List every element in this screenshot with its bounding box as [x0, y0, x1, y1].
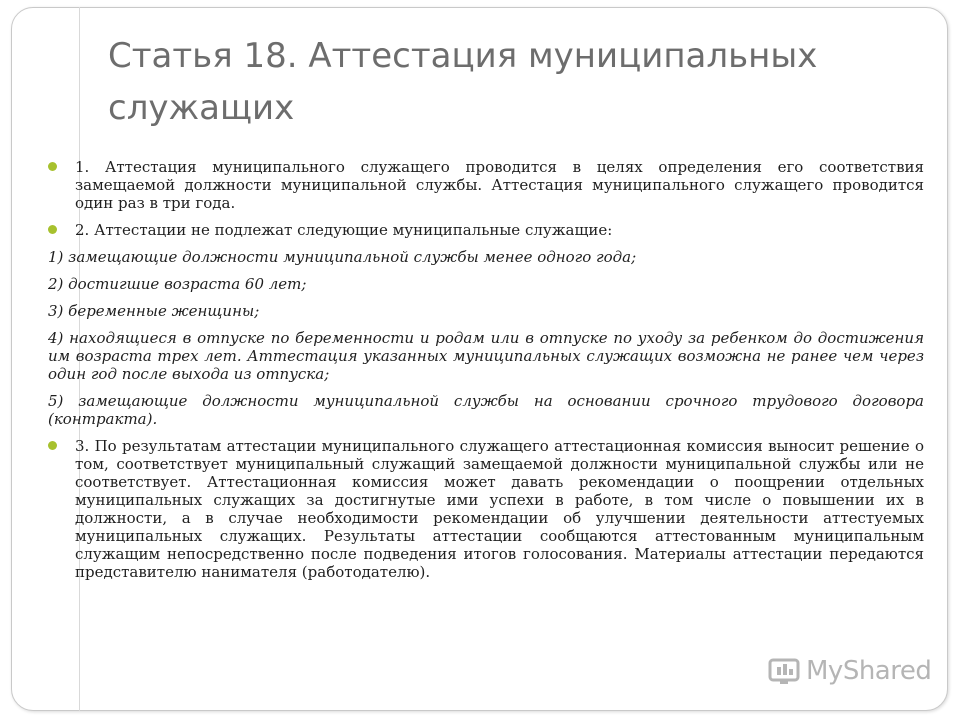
slide-content	[48, 158, 924, 590]
exemption-item-2: 2) достигшие возраста 60 лет;	[48, 275, 307, 293]
slide-title: Статья 18. Аттестация муниципальных служащих	[108, 36, 818, 128]
paragraph-2-text: 2. Аттестации не подлежат следующие муниципальные служащие:	[75, 221, 613, 239]
paragraph-1-text: 1. Аттестация муниципального служащего проводится в целях определения его соответствия замещаемой должности муниципальной службы. Аттестация муниципального служащего проводится один раз в три года.	[75, 158, 924, 212]
bullet-icon	[48, 441, 57, 450]
watermark-text: MyShared	[806, 656, 932, 686]
myshared-logo-icon	[768, 656, 802, 686]
paragraph-2	[48, 221, 924, 239]
exemption-item-3: 3) беременные женщины;	[48, 302, 260, 320]
paragraph-3	[48, 437, 924, 581]
bullet-icon	[48, 162, 57, 171]
watermark	[768, 656, 931, 686]
exemption-item-1: 1) замещающие должности муниципальной службы менее одного года;	[48, 248, 637, 266]
paragraph-1	[48, 158, 924, 212]
exemption-item-4: 4) находящиеся в отпуске по беременности и родам или в отпуске по уходу за ребенком до достижения им возраста трех лет. Аттестация указанных муниципальных служащих возможна не ранее чем через один год после выхода из отпуска;	[48, 329, 924, 383]
exemption-item-5: 5) замещающие должности муниципальной службы на основании срочного трудового договора (контракта).	[48, 392, 924, 428]
paragraph-3-text: 3. По результатам аттестации муниципального служащего аттестационная комиссия выносит решение о том, соответствует муниципальный служащий замещаемой должности муниципальной службы или не соответствует. Аттестационная комиссия может давать рекомендации о поощрении отдельных муниципальных служащих за достигнутые ими успехи в работе, в том числе о повышении их в должности, а в случае необходимости рекомендации об улучшении деятельности аттестуемых муниципальных служащих. Результаты аттестации сообщаются аттестованным муниципальным служащим непосредственно после подведения итогов голосования. Материалы аттестации передаются представителю нанимателя (работодателю).	[75, 437, 924, 581]
bullet-icon	[48, 225, 57, 234]
